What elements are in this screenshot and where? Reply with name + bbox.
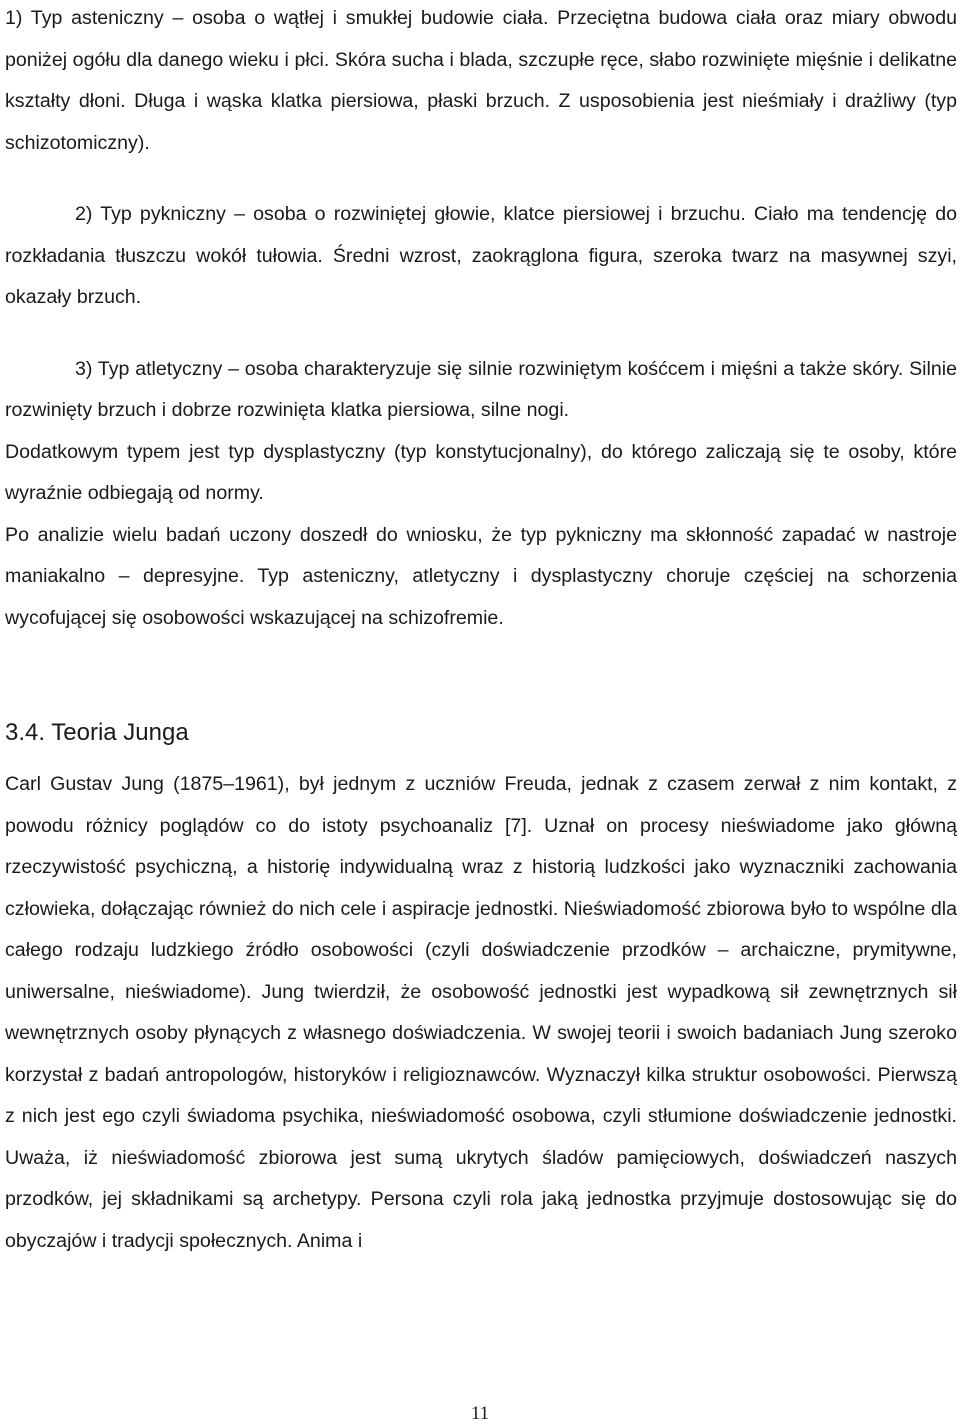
paragraph-jung-theory: Carl Gustav Jung (1875–1961), był jednym z uczniów Freuda, jednak z czasem zerwał z nim kontakt, z powodu różnicy poglądów co do istoty psychoanaliz [7]. Uznał on procesy nieświadome jako główną rzeczywistość psychiczną, a historię indywidualną wraz z historią ludzkości jako wyznaczniki zachowania człowieka, dołączając również do nich cele i aspiracje jednostki. Nieświadomość zbiorowa było to wspólne dla całego rodzaju ludzkiego źródło osobowości (czyli doświadczenie przodków – archaiczne, prymitywne, uniwersalne, nieświadome). Jung twierdził, że osobowość jednostki jest wypadkową sił zewnętrznych sił wewnętrznych osoby płynących z własnego doświadczenia. W swojej teorii i swoich badaniach Jung szeroko korzystał z badań antropologów, historyków i religioznawców. Wyznaczył kilka struktur osobowości. Pierwszą z nich jest ego czyli świadoma psychika, nieświadomość osobowa, czyli stłumione doświadczenie jednostki. Uważa, iż nieświadomość zbiorowa jest sumą ukrytych śladów pamięciowych, doświadczeń naszych przodków, jej składnikami są archetypy. Persona czyli rola jaką jednostka przyjmuje dostosowując się do obyczajów i tradycji społecznych. Anima i: [5, 773, 957, 1252]
section-heading: 3.4. Teoria Junga: [5, 719, 189, 746]
page-number: 11: [470, 1403, 490, 1424]
paragraph-analysis-conclusion: Po analizie wielu badań uczony doszedł do wniosku, że typ pykniczny ma skłonność zapadać w nastroje maniakalno – depresyjne. Typ asteniczny, atletyczny i dysplastyczny choruje częściej na schorzenia wycofującej się osobowości wskazującej na schizofremie.: [5, 523, 957, 629]
paragraph-dysplastic-type: Dodatkowym typem jest typ dysplastyczny (typ konstytucjonalny), do którego zaliczają się te osoby, które wyraźnie odbiegają od normy.: [5, 440, 957, 504]
paragraph-asthenic-type: 1) Typ asteniczny – osoba o wątłej i smukłej budowie ciała. Przeciętna budowa ciała oraz miary obwodu poniżej ogółu dla danego wieku i płci. Skóra sucha i blada, szczupłe ręce, słabo rozwinięte mięśnie i delikatne kształty dłoni. Długa i wąska klatka piersiowa, płaski brzuch. Z usposobienia jest nieśmiały i drażliwy (typ schizotomiczny).: [5, 7, 957, 154]
document-page: [5, 0, 957, 1262]
paragraph-athletic-type: 3) Typ atletyczny – osoba charakteryzuje się silnie rozwiniętym kośćcem i mięśni a także skóry. Silnie rozwinięty brzuch i dobrze rozwinięta klatka piersiowa, silne nogi.: [5, 357, 957, 421]
paragraph-pyknic-type: 2) Typ pykniczny – osoba o rozwiniętej głowie, klatce piersiowej i brzuchu. Ciało ma tendencję do rozkładania tłuszczu wokół tułowia. Średni wzrost, zaokrąglona figura, szeroka twarz na masywnej szyi, okazały brzuch.: [5, 203, 957, 308]
